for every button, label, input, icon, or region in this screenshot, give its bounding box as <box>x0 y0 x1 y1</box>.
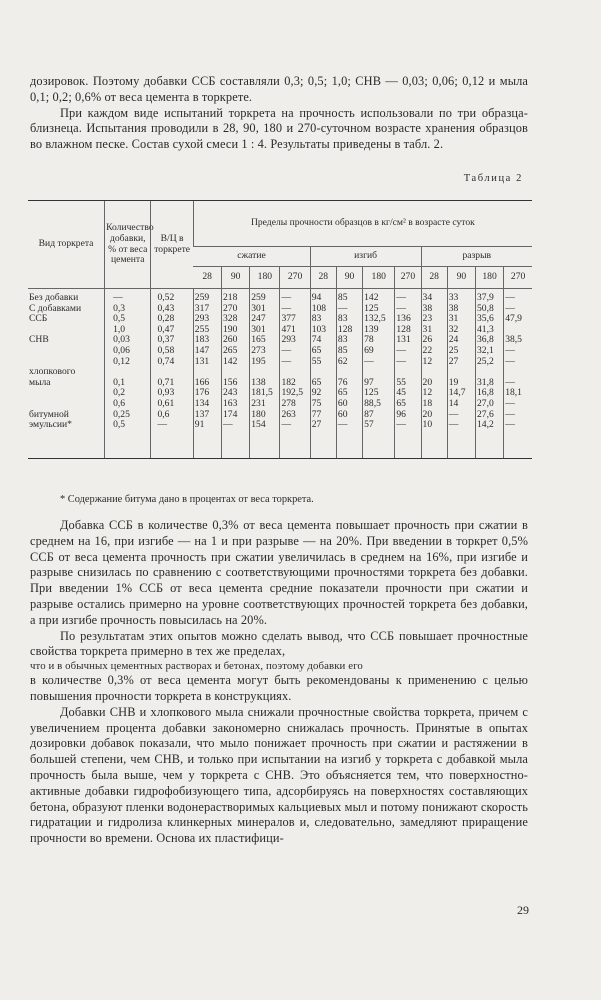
column-bending-180: 142 125 132,5 139 78 69 — 97 125 88,5 87 57 <box>363 289 395 459</box>
paragraph-conclusion-end: в количестве 0,3% от веса цемента могут быть рекомендованы к применению с целью повышения прочности торкрета в конструкциях. <box>30 673 528 703</box>
header-age: 28 <box>421 267 447 289</box>
header-torcrete-type: Вид торкрета <box>28 201 105 289</box>
paragraph-snv-soap: Добавки СНВ и хлопкового мыла снижали прочностные свойства торкрета, причем с увеличением процента добавки закономерно снижалась прочность. Принятые в опытах дозировки добавок показали, что мыло понижает прочность при сжатии и растяжении в большей степени, чем СНВ, и только при испытании на изгиб у торкрета с добавкой мыла прочность была выше, чем у торкрета с СНВ. Это объясняется тем, что поверхностно-активные добавки гидрофобизующего типа, адсорбируясь на поверхностях составляющих бетона, образуют пленки водонерастворимых кальциевых мыл и потому понижают скорость гидратации и гидролиза клинкерных минералов и, следовательно, замедляют приращение прочности во времени. Основа их пластифици- <box>30 704 528 846</box>
header-age: 90 <box>447 267 475 289</box>
column-bending-270: — — 136 128 131 — — 55 45 65 96 — <box>395 289 421 459</box>
paragraph-tests: При каждом виде испытаний торкрета на прочность использовали по три образца-близнеца. Испытания проводили в 28, 90, 180 и 270-суточном возрасте хранения образцов во влажном песке. Состав сухой смеси 1 : 4. Результаты приведены в табл. 2. <box>30 105 528 152</box>
intro-text <box>30 74 528 153</box>
header-age: 90 <box>336 267 362 289</box>
paragraph-conclusion-small: что и в обычных цементных растворах и бетонах, поэтому добавки его <box>30 660 363 673</box>
header-age: 28 <box>193 267 221 289</box>
column-bending-90: 85 — 83 128 83 85 62 76 65 60 60 — <box>336 289 362 459</box>
header-wc-ratio: В/Ц в торкрете <box>151 201 193 289</box>
header-age: 90 <box>222 267 250 289</box>
column-wc-ratio: 0,52 0,43 0,28 0,47 0,37 0,58 0,74 0,71 0,93 0,61 0,6 — <box>151 289 193 459</box>
header-age: 180 <box>475 267 503 289</box>
header-compression: сжатие <box>193 247 310 267</box>
page-number: 29 <box>517 903 529 917</box>
strength-table <box>28 200 532 459</box>
paragraph-ssb-effect: Добавка ССБ в количестве 0,3% от веса цемента повышает прочность при сжатии в среднем на 16, при изгибе — на 1 и при разрыве — на 20%. При введении в торкрет 0,5% ССБ от веса цемента прочность при сжатии увеличилась в среднем на 16%, при изгибе и разрыве снизилась по сравнению с соответствующими прочностями торкрета без добавки. При введении 1% ССБ от веса цемента средние показатели прочности при сжатии и разрыве остались примерно на уровне соответствующих прочностей торкрета без добавки, а при изгибе прочность повысилась на 20%. <box>30 518 528 627</box>
header-age: 270 <box>280 267 310 289</box>
body-text <box>30 518 528 847</box>
column-bending-28: 94 108 83 103 74 65 55 65 92 75 77 27 <box>310 289 336 459</box>
column-compression-28: 259 317 293 255 183 147 131 166 176 134 137 91 <box>193 289 221 459</box>
header-additive-amount: Количество добавки, % от веса цемента <box>105 201 151 289</box>
column-tension-270: — — 47,9 38,5 — — — 18,1 — — — <box>504 289 532 459</box>
table-footnote: * Содержание битума дано в процентах от веса торкрета. <box>60 494 314 505</box>
header-tension: разрыв <box>421 247 532 267</box>
header-bending: изгиб <box>310 247 421 267</box>
header-strength-limits: Пределы прочности образцов в кг/см² в возрасте суток <box>193 201 532 247</box>
column-compression-90: 218 270 328 190 260 265 142 156 243 163 174 — <box>222 289 250 459</box>
column-tension-180: 37,9 50,8 35,6 41,3 36,8 32,1 25,2 31,8 16,8 27,0 27,6 14,2 <box>475 289 503 459</box>
header-age: 28 <box>310 267 336 289</box>
strength-table-wrap <box>28 200 532 459</box>
header-age: 270 <box>504 267 532 289</box>
paragraph-dosages: дозировок. Поэтому добавки ССБ составляли 0,3; 0,5; 1,0; СНВ — 0,03; 0,06; 0,12 и мыла 0,1; 0,2; 0,6% от веса цемента в торкрете. <box>30 74 528 104</box>
paragraph-conclusion: По результатам этих опытов можно сделать вывод, что ССБ повышает прочностные свойства торкрета примерно в тех же пределах, <box>30 628 528 659</box>
header-age: 180 <box>250 267 280 289</box>
column-torcrete-type: Без добавки С добавками ССБ СНВ хлопкового мыла битумной эмульсии* <box>28 289 105 459</box>
column-tension-90: 33 38 31 32 24 25 27 19 14,7 14 — — <box>447 289 475 459</box>
header-age: 270 <box>395 267 421 289</box>
column-compression-180: 259 301 247 301 165 273 195 138 181,5 231 180 154 <box>250 289 280 459</box>
header-age: 180 <box>363 267 395 289</box>
column-additive-amount: — 0,3 0,5 1,0 0,03 0,06 0,12 0,1 0,2 0,6 0,25 0,5 <box>105 289 151 459</box>
column-compression-270: — — 377 471 293 — — 182 192,5 278 263 — <box>280 289 310 459</box>
column-tension-28: 34 38 23 31 26 22 12 20 12 18 20 10 <box>421 289 447 459</box>
table-caption: Таблица 2 <box>463 173 523 184</box>
